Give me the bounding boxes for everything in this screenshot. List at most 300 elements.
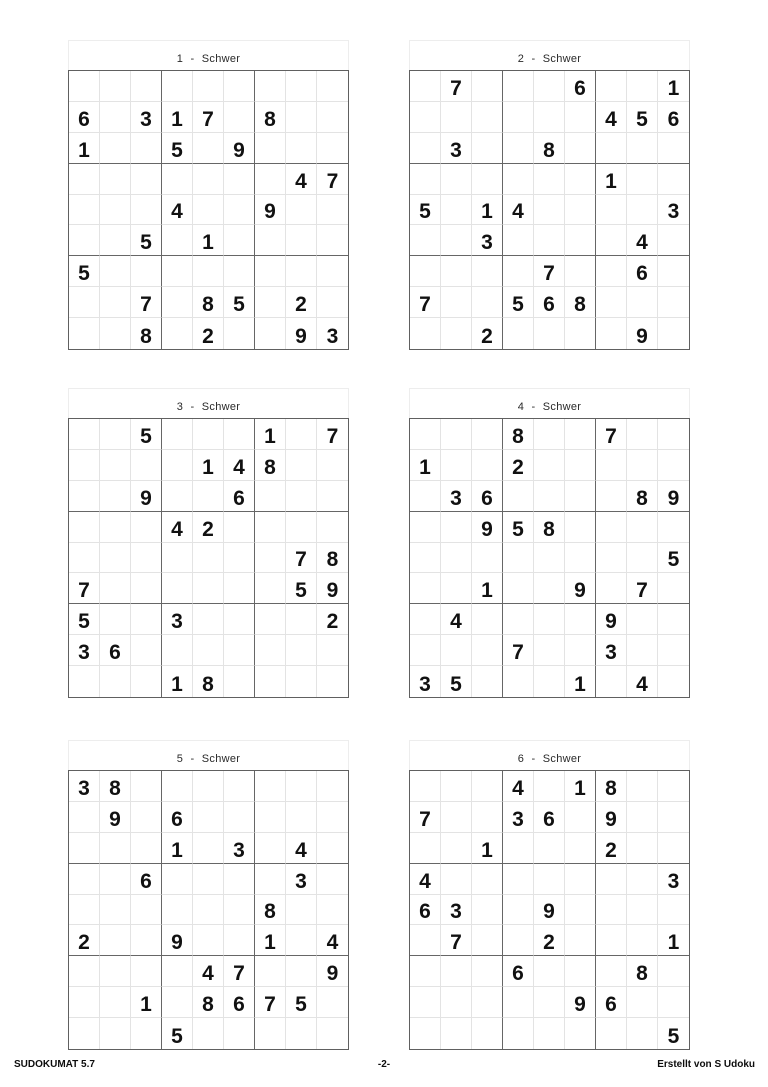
- puzzle-title-band: [409, 388, 690, 418]
- sudoku-cell: 5: [667, 1025, 680, 1048]
- sudoku-cell: [472, 543, 503, 574]
- sudoku-cell: [565, 450, 596, 481]
- sudoku-cell: [534, 666, 565, 697]
- sudoku-cell: [658, 573, 689, 604]
- sudoku-cell: [131, 71, 162, 102]
- sudoku-cell: 6: [100, 635, 131, 666]
- sudoku-cell: [565, 802, 596, 833]
- sudoku-cell: [255, 164, 286, 195]
- sudoku-cell: 7: [69, 573, 100, 604]
- sudoku-cell: 3: [162, 604, 193, 635]
- sudoku-cell: [317, 71, 348, 102]
- sudoku-cell: [224, 573, 255, 604]
- sudoku-cell: 1: [193, 225, 224, 256]
- sudoku-cell: [503, 987, 534, 1018]
- sudoku-cell: [100, 604, 131, 635]
- sudoku-cell: [69, 450, 100, 481]
- sudoku-cell: [658, 987, 689, 1018]
- sudoku-cell: 2: [193, 512, 224, 543]
- sudoku-cell: [255, 256, 286, 287]
- sudoku-cell: [565, 419, 596, 450]
- sudoku-cell: [286, 802, 317, 833]
- sudoku-cell: 4: [286, 833, 317, 864]
- sudoku-cell: [255, 635, 286, 666]
- sudoku-cell: [286, 925, 317, 956]
- sudoku-cell: [534, 481, 565, 512]
- sudoku-cell: [534, 225, 565, 256]
- sudoku-cell: 4: [410, 864, 441, 895]
- sudoku-cell: [410, 925, 441, 956]
- sudoku-cell: 9: [534, 895, 565, 926]
- sudoku-cell: [100, 450, 131, 481]
- puzzle-block-1: [68, 40, 349, 350]
- sudoku-cell: 6: [627, 256, 658, 287]
- sudoku-cell: [224, 604, 255, 635]
- sudoku-cell: [69, 895, 100, 926]
- sudoku-cell: 7: [410, 287, 441, 318]
- sudoku-cell: 3: [596, 635, 627, 666]
- sudoku-cell: 7: [534, 256, 565, 287]
- sudoku-cell: 1: [472, 573, 503, 604]
- sudoku-cell: [100, 833, 131, 864]
- sudoku-cell: [503, 864, 534, 895]
- sudoku-cell: 3: [410, 666, 441, 697]
- sudoku-cell: [193, 604, 224, 635]
- sudoku-cell: [286, 635, 317, 666]
- sudoku-cell: [100, 195, 131, 226]
- sudoku-cell: [69, 833, 100, 864]
- sudoku-cell: [255, 956, 286, 987]
- sudoku-cell: [131, 573, 162, 604]
- sudoku-cell: [503, 925, 534, 956]
- sudoku-cell: [472, 287, 503, 318]
- sudoku-cell: 6: [658, 102, 689, 133]
- sudoku-cell: 5: [69, 604, 100, 635]
- sudoku-cell: 3: [658, 864, 689, 895]
- sudoku-cell: 7: [627, 573, 658, 604]
- sudoku-cell: [162, 895, 193, 926]
- sudoku-cell: [286, 71, 317, 102]
- sudoku-cell: [224, 225, 255, 256]
- sudoku-cell: [255, 833, 286, 864]
- sudoku-cell: 6: [224, 987, 255, 1018]
- sudoku-grid-2: [409, 70, 690, 350]
- sudoku-cell: [658, 419, 689, 450]
- sudoku-cell: [596, 925, 627, 956]
- sudoku-cell: [565, 925, 596, 956]
- sudoku-cell: 2: [534, 925, 565, 956]
- sudoku-cell: [224, 318, 255, 349]
- sudoku-cell: 9: [286, 318, 317, 349]
- sudoku-cell: [131, 833, 162, 864]
- sudoku-cell: [100, 102, 131, 133]
- sudoku-cell: [441, 802, 472, 833]
- sudoku-cell: [503, 1018, 534, 1049]
- sudoku-cell: 9: [596, 802, 627, 833]
- sudoku-cell: [565, 864, 596, 895]
- sudoku-cell: 8: [255, 450, 286, 481]
- sudoku-cell: 1: [410, 450, 441, 481]
- sudoku-cell: [317, 481, 348, 512]
- sudoku-cell: [565, 318, 596, 349]
- sudoku-cell: [503, 225, 534, 256]
- sudoku-cell: 8: [627, 956, 658, 987]
- sudoku-cell: 9: [224, 133, 255, 164]
- sudoku-cell: [441, 450, 472, 481]
- sudoku-cell: [441, 287, 472, 318]
- sudoku-cell: [658, 318, 689, 349]
- sudoku-cell: [255, 802, 286, 833]
- sudoku-cell: [255, 71, 286, 102]
- sudoku-cell: [162, 256, 193, 287]
- sudoku-cell: [193, 864, 224, 895]
- sudoku-cell: [69, 164, 100, 195]
- sudoku-cell: 4: [162, 195, 193, 226]
- sudoku-cell: [472, 864, 503, 895]
- sudoku-cell: [255, 604, 286, 635]
- sudoku-cell: [255, 771, 286, 802]
- sudoku-cell: 2: [317, 604, 348, 635]
- sudoku-cell: [565, 164, 596, 195]
- sudoku-cell: [596, 512, 627, 543]
- sudoku-cell: [627, 833, 658, 864]
- sudoku-cell: 1: [255, 419, 286, 450]
- sudoku-cell: [410, 833, 441, 864]
- sudoku-cell: 5: [224, 287, 255, 318]
- sudoku-cell: 5: [503, 512, 534, 543]
- sudoku-cell: [255, 225, 286, 256]
- sudoku-cell: 5: [162, 133, 193, 164]
- sudoku-cell: 7: [255, 987, 286, 1018]
- sudoku-cell: [410, 573, 441, 604]
- sudoku-cell: 7: [503, 635, 534, 666]
- sudoku-cell: [410, 512, 441, 543]
- sudoku-cell: [565, 1018, 596, 1049]
- sudoku-cell: [534, 450, 565, 481]
- sudoku-cell: [503, 164, 534, 195]
- puzzle-block-4: [409, 388, 690, 698]
- sudoku-cell: 7: [410, 802, 441, 833]
- sudoku-cell: [658, 164, 689, 195]
- sudoku-cell: [534, 1018, 565, 1049]
- sudoku-cell: 9: [317, 573, 348, 604]
- sudoku-cell: [100, 481, 131, 512]
- sudoku-cell: [193, 573, 224, 604]
- sudoku-cell: 8: [131, 318, 162, 349]
- sudoku-cell: [596, 450, 627, 481]
- sudoku-cell: 7: [317, 419, 348, 450]
- sudoku-cell: [441, 1018, 472, 1049]
- sudoku-cell: 7: [193, 102, 224, 133]
- sudoku-cell: [410, 956, 441, 987]
- sudoku-cell: [317, 256, 348, 287]
- sudoku-cell: [162, 419, 193, 450]
- sudoku-cell: [131, 604, 162, 635]
- sudoku-cell: [658, 666, 689, 697]
- sudoku-cell: [596, 573, 627, 604]
- sudoku-cell: [100, 543, 131, 574]
- sudoku-cell: [317, 512, 348, 543]
- sudoku-cell: [441, 635, 472, 666]
- sudoku-cell: 9: [472, 512, 503, 543]
- sudoku-cell: [162, 864, 193, 895]
- sudoku-cell: [100, 956, 131, 987]
- sudoku-cell: 3: [286, 864, 317, 895]
- sudoku-cell: [565, 195, 596, 226]
- footer-app-name: SUDOKUMAT 5.7: [14, 1059, 95, 1070]
- sudoku-cell: [193, 833, 224, 864]
- sudoku-cell: [441, 195, 472, 226]
- sudoku-cell: 6: [534, 802, 565, 833]
- sudoku-cell: [441, 164, 472, 195]
- sudoku-cell: 6: [565, 71, 596, 102]
- sudoku-cell: [224, 666, 255, 697]
- sudoku-cell: 9: [317, 956, 348, 987]
- sudoku-cell: [69, 481, 100, 512]
- puzzle-title: 4 - Schwer: [517, 401, 582, 413]
- puzzle-block-5: [68, 740, 349, 1050]
- sudoku-cell: [162, 573, 193, 604]
- sudoku-cell: [627, 543, 658, 574]
- sudoku-cell: [131, 195, 162, 226]
- sudoku-cell: [224, 895, 255, 926]
- sudoku-cell: [317, 895, 348, 926]
- sudoku-cell: 5: [286, 987, 317, 1018]
- sudoku-cell: 9: [100, 802, 131, 833]
- sudoku-cell: 8: [255, 895, 286, 926]
- sudoku-cell: 8: [503, 419, 534, 450]
- sudoku-cell: 4: [441, 604, 472, 635]
- sudoku-cell: 8: [317, 543, 348, 574]
- sudoku-cell: 6: [131, 864, 162, 895]
- sudoku-cell: [162, 164, 193, 195]
- sudoku-cell: 7: [596, 419, 627, 450]
- sudoku-cell: [441, 543, 472, 574]
- sudoku-grid-1: [68, 70, 349, 350]
- sudoku-cell: [658, 895, 689, 926]
- sudoku-cell: [193, 71, 224, 102]
- sudoku-cell: 3: [441, 481, 472, 512]
- sudoku-cell: [193, 256, 224, 287]
- sudoku-cell: 3: [503, 802, 534, 833]
- sudoku-cell: 7: [441, 71, 472, 102]
- sudoku-cell: [534, 419, 565, 450]
- sudoku-cell: 8: [255, 102, 286, 133]
- sudoku-cell: [658, 771, 689, 802]
- sudoku-cell: [162, 635, 193, 666]
- puzzle-block-6: [409, 740, 690, 1050]
- sudoku-cell: [627, 895, 658, 926]
- sudoku-cell: [100, 987, 131, 1018]
- sudoku-cell: [658, 512, 689, 543]
- sudoku-cell: [472, 635, 503, 666]
- sudoku-cell: [69, 225, 100, 256]
- sudoku-cell: [162, 225, 193, 256]
- sudoku-cell: [224, 512, 255, 543]
- sudoku-cell: [627, 164, 658, 195]
- sudoku-cell: [224, 102, 255, 133]
- sudoku-cell: [472, 256, 503, 287]
- sudoku-cell: [627, 71, 658, 102]
- sudoku-cell: [472, 71, 503, 102]
- sudoku-cell: 9: [627, 318, 658, 349]
- sudoku-cell: [131, 450, 162, 481]
- sudoku-cell: [317, 133, 348, 164]
- sudoku-cell: [441, 987, 472, 1018]
- sudoku-cell: [255, 512, 286, 543]
- sudoku-cell: [627, 287, 658, 318]
- sudoku-cell: [596, 225, 627, 256]
- sudoku-cell: [596, 543, 627, 574]
- sudoku-cell: [627, 802, 658, 833]
- sudoku-cell: [193, 1018, 224, 1049]
- sudoku-cell: 6: [472, 481, 503, 512]
- sudoku-cell: [534, 987, 565, 1018]
- sudoku-cell: [503, 318, 534, 349]
- sudoku-cell: [286, 1018, 317, 1049]
- sudoku-cell: 1: [658, 71, 689, 102]
- sudoku-cell: [472, 956, 503, 987]
- sudoku-cell: 6: [69, 102, 100, 133]
- sudoku-cell: 1: [565, 666, 596, 697]
- sudoku-cell: [131, 635, 162, 666]
- sudoku-cell: [255, 573, 286, 604]
- sudoku-cell: [100, 133, 131, 164]
- sudoku-cell: 1: [162, 666, 193, 697]
- sudoku-cell: 4: [224, 450, 255, 481]
- sudoku-cell: [410, 543, 441, 574]
- sudoku-cell: [410, 604, 441, 635]
- sudoku-cell: [534, 102, 565, 133]
- sudoku-cell: [534, 318, 565, 349]
- page-footer: [0, 1059, 768, 1073]
- sudoku-cell: [286, 102, 317, 133]
- sudoku-cell: [193, 543, 224, 574]
- sudoku-cell: [627, 133, 658, 164]
- sudoku-cell: [162, 987, 193, 1018]
- sudoku-cell: [131, 802, 162, 833]
- sudoku-cell: [69, 543, 100, 574]
- sudoku-cell: [317, 225, 348, 256]
- sudoku-cell: [627, 925, 658, 956]
- puzzle-title-band: [409, 740, 690, 770]
- sudoku-cell: [658, 133, 689, 164]
- sudoku-cell: [193, 195, 224, 226]
- sudoku-cell: [162, 287, 193, 318]
- sudoku-cell: [224, 195, 255, 226]
- sudoku-cell: 8: [193, 666, 224, 697]
- sudoku-cell: [69, 512, 100, 543]
- sudoku-cell: [596, 318, 627, 349]
- sudoku-cell: [410, 481, 441, 512]
- sudoku-cell: [472, 1018, 503, 1049]
- sudoku-cell: [627, 864, 658, 895]
- sudoku-cell: [410, 635, 441, 666]
- sudoku-cell: 5: [441, 666, 472, 697]
- sudoku-cell: [131, 666, 162, 697]
- sudoku-cell: 7: [224, 956, 255, 987]
- sudoku-grid-5: [68, 770, 349, 1050]
- sudoku-cell: [100, 225, 131, 256]
- sudoku-cell: [534, 833, 565, 864]
- sudoku-cell: [534, 635, 565, 666]
- sudoku-cell: [100, 318, 131, 349]
- sudoku-cell: [503, 895, 534, 926]
- sudoku-cell: [286, 481, 317, 512]
- sudoku-cell: [596, 895, 627, 926]
- sudoku-cell: 3: [69, 635, 100, 666]
- sudoku-cell: [472, 133, 503, 164]
- sudoku-cell: [69, 419, 100, 450]
- sudoku-cell: [503, 71, 534, 102]
- sudoku-cell: [472, 895, 503, 926]
- sudoku-cell: 2: [69, 925, 100, 956]
- sudoku-cell: 4: [193, 956, 224, 987]
- sudoku-cell: [472, 771, 503, 802]
- sudoku-cell: [193, 164, 224, 195]
- sudoku-cell: [224, 635, 255, 666]
- sudoku-cell: [100, 287, 131, 318]
- puzzle-title-band: [68, 740, 349, 770]
- puzzle-block-3: [68, 388, 349, 698]
- sudoku-cell: [441, 102, 472, 133]
- sudoku-cell: 9: [255, 195, 286, 226]
- sudoku-cell: [565, 833, 596, 864]
- sudoku-cell: 7: [317, 164, 348, 195]
- sudoku-grid-3: [68, 418, 349, 698]
- sudoku-cell: [193, 895, 224, 926]
- sudoku-cell: 8: [565, 287, 596, 318]
- sudoku-cell: [317, 987, 348, 1018]
- sudoku-cell: [658, 802, 689, 833]
- sudoku-cell: 1: [255, 925, 286, 956]
- sudoku-cell: 8: [534, 133, 565, 164]
- sudoku-cell: [534, 164, 565, 195]
- sudoku-cell: [131, 925, 162, 956]
- sudoku-cell: [658, 256, 689, 287]
- sudoku-cell: [131, 771, 162, 802]
- sudoku-cell: [472, 419, 503, 450]
- sudoku-cell: 3: [472, 225, 503, 256]
- sudoku-cell: 6: [596, 987, 627, 1018]
- sudoku-cell: 4: [503, 195, 534, 226]
- sudoku-cell: [193, 925, 224, 956]
- sudoku-cell: [224, 164, 255, 195]
- sudoku-cell: [410, 133, 441, 164]
- puzzle-title: 5 - Schwer: [176, 753, 241, 765]
- sudoku-cell: [410, 256, 441, 287]
- sudoku-cell: [193, 133, 224, 164]
- sudoku-cell: [255, 1018, 286, 1049]
- sudoku-cell: [69, 864, 100, 895]
- sudoku-cell: [565, 256, 596, 287]
- sudoku-cell: [441, 864, 472, 895]
- sudoku-cell: 6: [410, 895, 441, 926]
- sudoku-cell: 7: [131, 287, 162, 318]
- sudoku-cell: 5: [658, 543, 689, 574]
- sudoku-cell: 1: [131, 987, 162, 1018]
- sudoku-cell: [286, 771, 317, 802]
- sudoku-cell: [441, 419, 472, 450]
- sudoku-cell: [534, 543, 565, 574]
- sudoku-cell: [534, 771, 565, 802]
- sudoku-cell: [224, 864, 255, 895]
- sudoku-cell: [596, 256, 627, 287]
- sudoku-cell: [100, 419, 131, 450]
- sudoku-cell: [658, 287, 689, 318]
- sudoku-cell: 8: [193, 287, 224, 318]
- sudoku-cell: [255, 318, 286, 349]
